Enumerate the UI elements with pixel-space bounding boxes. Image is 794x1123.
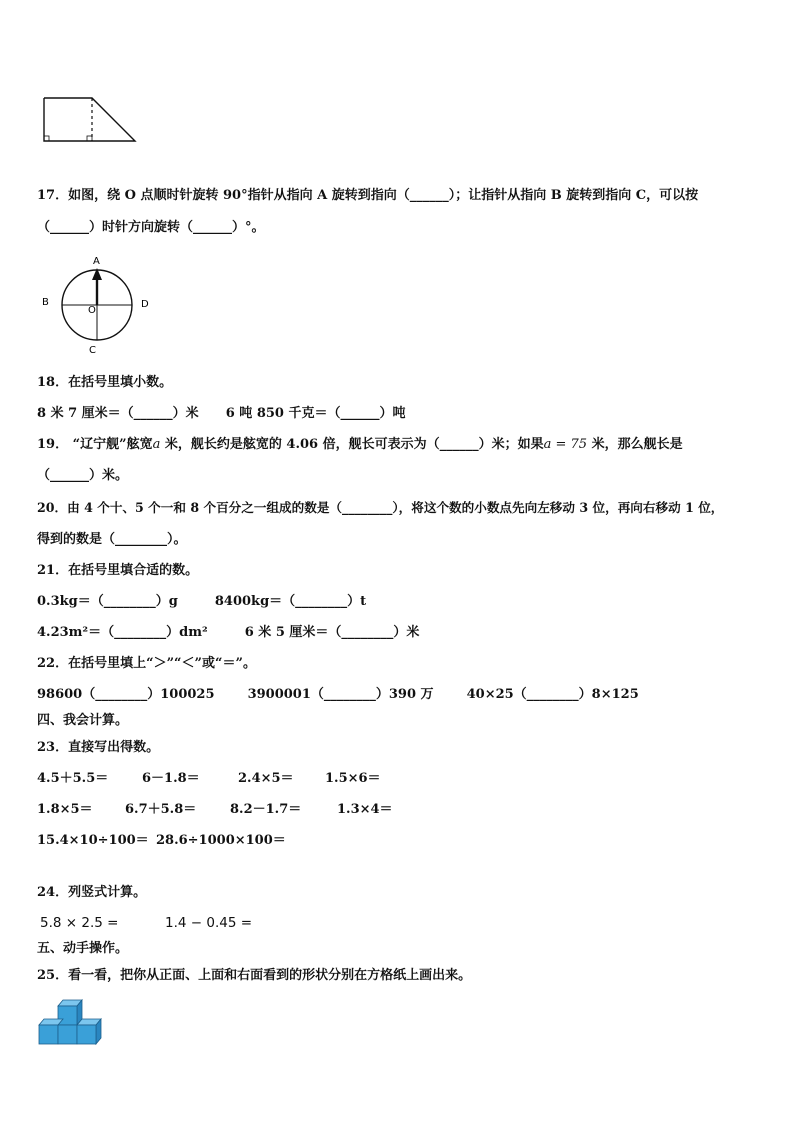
q20-line2: 得到的数是（________）。 [37, 532, 187, 547]
q22-item3: 40×25（________）8×125 [466, 687, 639, 702]
q21-item1: 0.3kg＝（________）g [37, 594, 178, 609]
q20-line1: 20．由 4 个十、5 个一和 8 个百分之一组成的数是（________），将这个数的小数点先向左移动 3 位，再向右移动 1 位， [37, 500, 724, 515]
q18-item2: 6 吨 850 千克＝（______）吨 [225, 406, 406, 421]
q21-item4: 6 米 5 厘米＝（________）米 [244, 625, 420, 640]
cube-stack-figure [36, 996, 110, 1048]
q22-row [37, 687, 639, 703]
label-a: A [93, 256, 100, 267]
section-5-heading: 五、动手操作。 [37, 941, 129, 956]
q24-title: 24．列竖式计算。 [37, 885, 147, 900]
q21-item2: 8400kg＝（________）t [214, 594, 367, 609]
q17-line1: 17．如图，绕 O 点顺时针旋转 90°指针从指向 A 旋转到指向（______）；让指针从指向 B 旋转到指向 C，可以按 [37, 188, 699, 203]
q23-r1c2: 6－1.8＝ [142, 771, 200, 786]
q21-item3: 4.23m²＝（________）dm² [37, 625, 208, 640]
q19-equation: a = 75 [543, 437, 588, 452]
q24-item2: 1.4 − 0.45 = [165, 915, 253, 931]
q19-line2: （______）米。 [37, 468, 129, 483]
trapezoid-figure [38, 94, 142, 166]
q23-r2c1: 1.8×5＝ [37, 802, 93, 817]
q23-r2c2: 6.7＋5.8＝ [125, 802, 197, 817]
q24-item1: 5.8 × 2.5 = [40, 915, 119, 931]
q19-var-a: a [152, 437, 161, 452]
label-d: D [141, 299, 149, 310]
section-4-heading: 四、我会计算。 [37, 713, 129, 728]
q21-row1 [37, 594, 366, 610]
q22-item2: 3900001（________）390 万 [247, 687, 434, 702]
q19-part3: 米，那么舰长是 [587, 437, 683, 452]
q23-title: 23．直接写出得数。 [37, 740, 160, 755]
q22-title: 22．在括号里填上“＞”“＜”或“＝”。 [37, 656, 256, 671]
q18-title: 18．在括号里填小数。 [37, 375, 173, 390]
q23-r2c3: 8.2－1.7＝ [230, 802, 302, 817]
label-c: C [89, 345, 96, 356]
label-o: O [88, 305, 96, 316]
label-b: B [42, 297, 49, 308]
q22-item1: 98600（________）100025 [37, 687, 215, 702]
q19-part1: 19． “辽宁舰”舷宽 [37, 437, 153, 452]
q25-title: 25．看一看，把你从正面、上面和右面看到的形状分别在方格纸上画出来。 [37, 968, 472, 983]
q23-r1c1: 4.5＋5.5＝ [37, 771, 109, 786]
q23-r2c4: 1.3×4＝ [337, 802, 393, 817]
q23-r1c4: 1.5×6＝ [325, 771, 381, 786]
q21-row2 [37, 625, 419, 641]
q21-title: 21．在括号里填合适的数。 [37, 563, 199, 578]
q23-r1c3: 2.4×5＝ [238, 771, 294, 786]
clock-dial-figure [38, 252, 158, 360]
q19-part2: 米，舰长约是舷宽的 4.06 倍，舰长可表示为（______）米；如果 [160, 437, 544, 452]
q19-line1 [37, 437, 683, 453]
q18-item1: 8 米 7 厘米＝（______）米 [37, 406, 199, 421]
q23-r3c1: 15.4×10÷100＝ [37, 833, 149, 848]
q18-items [37, 406, 406, 422]
q23-r3c2: 28.6÷1000×100＝ [156, 833, 286, 848]
q17-line2: （______）时针方向旋转（______）°。 [37, 220, 265, 235]
